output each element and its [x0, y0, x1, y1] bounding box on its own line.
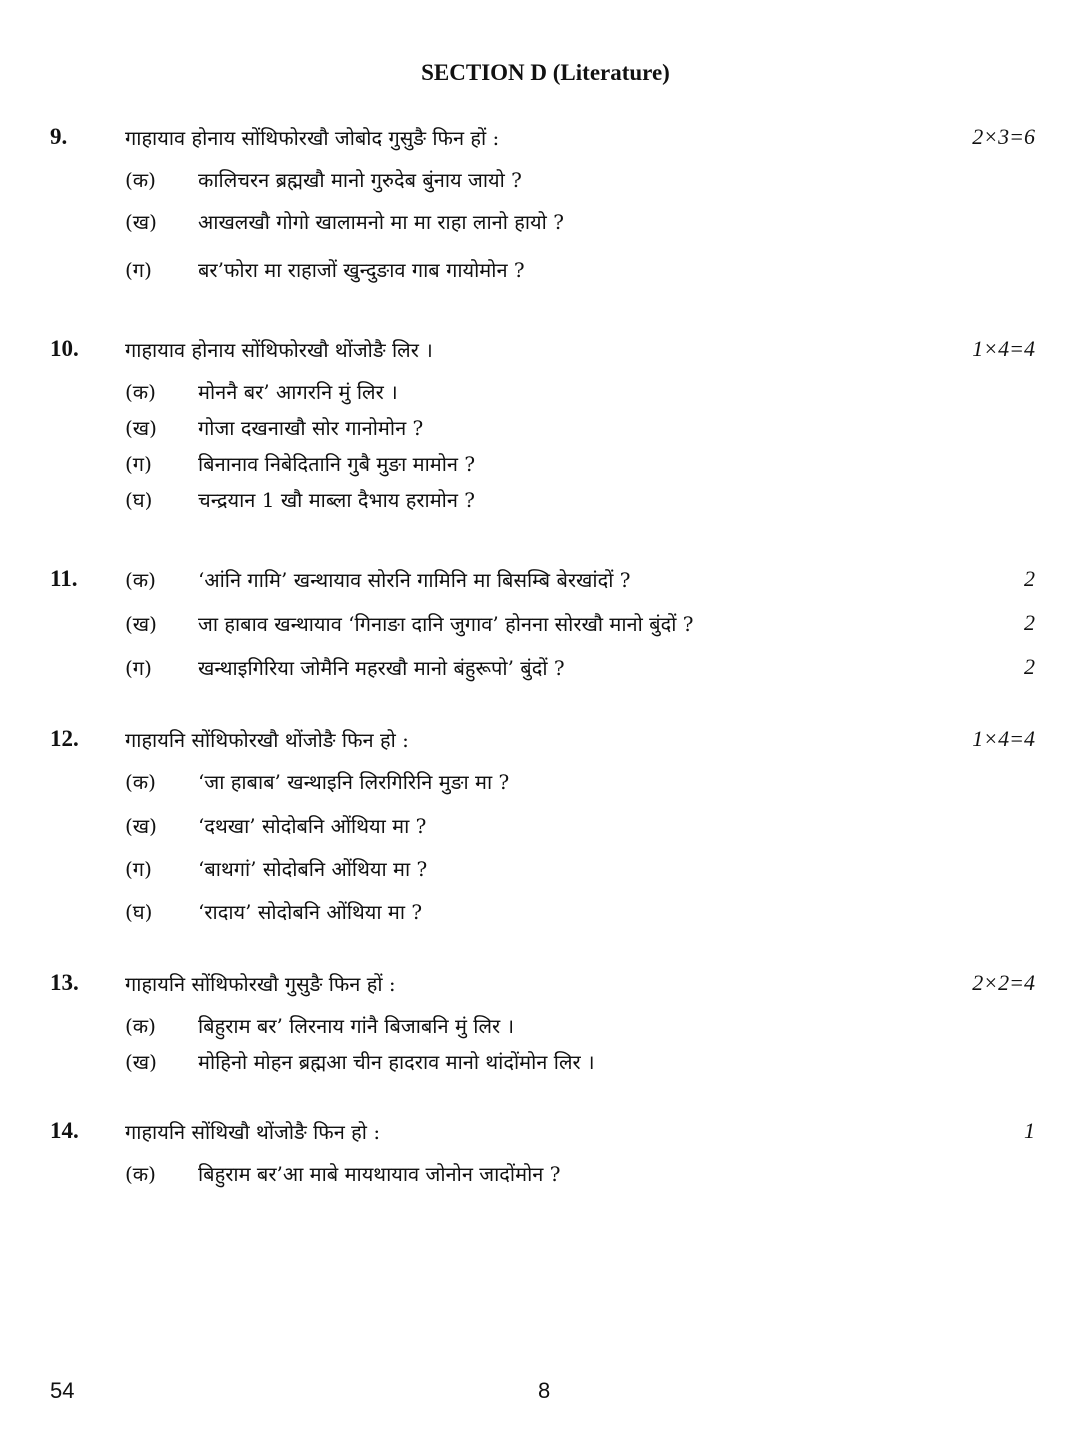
option-text: ‘रादाय’ सोदोबनि ओंथिया मा ? — [198, 900, 423, 924]
option-text: बिनानाव निबेदितानि गुबै मुङा मामोन ? — [198, 452, 476, 476]
option-marks: 2 — [1024, 654, 1035, 679]
option-text: बिहुराम बर’आ माबे मायथायाव जोनोन जादोंमोन ? — [198, 1162, 561, 1186]
option-label: (ग) — [125, 857, 152, 881]
option-label: (घ) — [125, 900, 153, 924]
question-number: 13. — [50, 970, 79, 995]
section-title: SECTION D (Literature) — [421, 60, 670, 85]
option-label: (क) — [125, 568, 156, 592]
option-label: (ख) — [125, 1050, 157, 1074]
option-text: ‘जा हाबाब’ खन्थाइनि लिरगिरिनि मुङा मा ? — [198, 770, 510, 794]
question-number: 11. — [50, 566, 78, 591]
option-text: आखलखौ गोगो खालामनो मा मा राहा लानो हायो ? — [198, 210, 564, 234]
option-text: गोजा दखनाखौ सोर गानोमोन ? — [198, 416, 424, 440]
option-text: बर’फोरा मा राहाजों खुन्दुङाव गाब गायोमोन ? — [198, 258, 525, 282]
question-marks: 2×3=6 — [972, 124, 1035, 149]
question-stem: गाहायाव होनाय सोंथिफोरखौ थोंजोङै लिर । — [125, 338, 433, 362]
option-label: (क) — [125, 168, 156, 192]
option-label: (ख) — [125, 416, 157, 440]
option-text: चन्द्रयान 1 खौ माब्ला दैभाय हरामोन ? — [198, 488, 476, 512]
option-label: (क) — [125, 380, 156, 404]
option-label: (ख) — [125, 814, 157, 838]
option-text: ‘बाथगां’ सोदोबनि ओंथिया मा ? — [198, 857, 428, 881]
option-text: मोननै बर’ आगरनि मुं लिर । — [198, 380, 398, 404]
question-number: 10. — [50, 336, 79, 361]
question-stem: गाहायाव होनाय सोंथिफोरखौ जोबोद गुसुङै फिन हों : — [125, 126, 500, 150]
question-marks: 1 — [1024, 1118, 1035, 1143]
option-marks: 2 — [1024, 610, 1035, 635]
option-text: बिहुराम बर’ लिरनाय गांनै बिजाबनि मुं लिर । — [198, 1014, 515, 1038]
paper-code: 54 — [50, 1378, 75, 1403]
option-text: जा हाबाव खन्थायाव ‘गिनाङा दानि जुगाव’ होनना सोरखौ मानो बुंदों ? — [198, 612, 694, 636]
question-stem: गाहायनि सोंथिफोरखौ थोंजोङै फिन हो : — [125, 728, 409, 752]
option-label: (क) — [125, 1162, 156, 1186]
option-label: (क) — [125, 770, 156, 794]
question-marks: 1×4=4 — [972, 726, 1035, 751]
option-text: खन्थाइगिरिया जोमैनि महरखौ मानो बंहुरूपो’ बुंदों ? — [198, 656, 565, 680]
question-marks: 2×2=4 — [972, 970, 1035, 995]
question-number: 9. — [50, 124, 68, 149]
option-text: कालिचरन ब्रह्मखौ मानो गुरुदेब बुंनाय जायो ? — [198, 168, 522, 192]
question-stem: गाहायनि सोंथिखौ थोंजोङै फिन हो : — [125, 1120, 381, 1144]
question-stem: गाहायनि सोंथिफोरखौ गुसुङै फिन हों : — [125, 972, 396, 996]
option-label: (ग) — [125, 258, 152, 282]
option-text: ‘आंनि गामि’ खन्थायाव सोरनि गामिनि मा बिसम्बि बेरखांदों ? — [198, 568, 631, 592]
option-label: (ख) — [125, 612, 157, 636]
option-label: (क) — [125, 1014, 156, 1038]
option-label: (ख) — [125, 210, 157, 234]
option-text: ‘दथखा’ सोदोबनि ओंथिया मा ? — [198, 814, 427, 838]
option-marks: 2 — [1024, 566, 1035, 591]
option-label: (ग) — [125, 656, 152, 680]
question-marks: 1×4=4 — [972, 336, 1035, 361]
question-number: 14. — [50, 1118, 79, 1143]
option-label: (घ) — [125, 488, 153, 512]
question-number: 12. — [50, 726, 79, 751]
option-label: (ग) — [125, 452, 152, 476]
page-number: 8 — [538, 1378, 551, 1403]
option-text: मोहिनो मोहन ब्रह्मआ चीन हादराव मानो थांदोंमोन लिर । — [198, 1050, 595, 1074]
